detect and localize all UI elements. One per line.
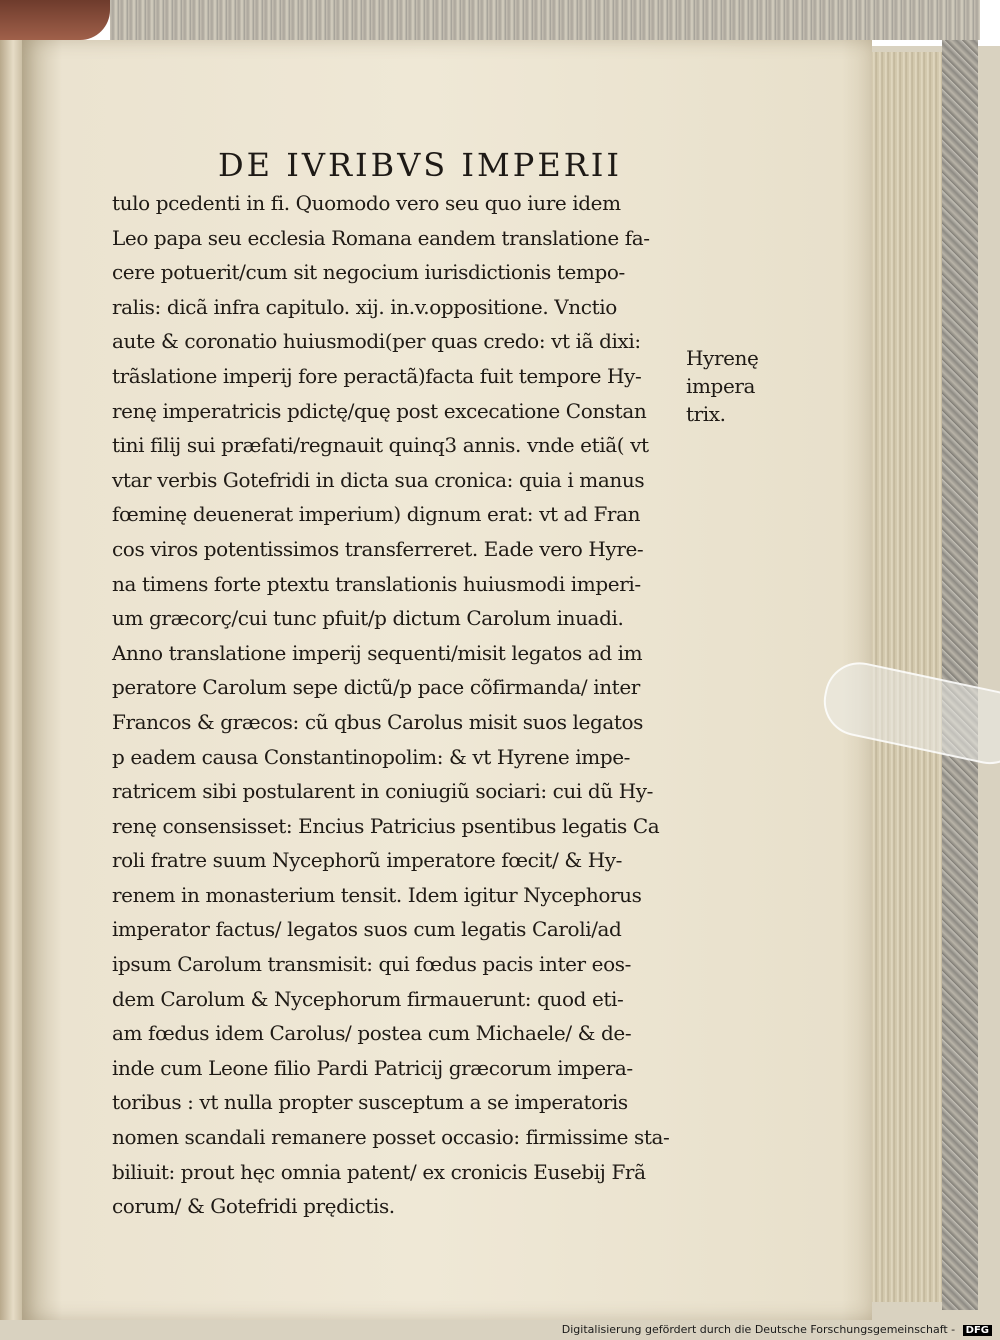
text-line: renę consensisset: Encius Patricius psentibus legatis Ca <box>112 813 660 838</box>
text-line: am fœdus idem Carolus/ postea cum Michaele/ & de- <box>112 1021 632 1046</box>
left-cover-fragment <box>0 0 110 40</box>
text-line: inde cum Leone filio Pardi Patricij græcorum impera- <box>112 1055 633 1080</box>
text-line: ralis: dicã infra capitulo. xij. in.v.oppositione. Vnctio <box>112 294 617 319</box>
text-line: na timens forte ptextu translationis huiusmodi imperi- <box>112 571 641 596</box>
text-line: peratore Carolum sepe dictũ/p pace cõfirmanda/ inter <box>112 675 640 700</box>
left-page-edge <box>0 40 22 1320</box>
running-head: DE IVRIBVS IMPERII <box>218 146 623 184</box>
text-line: tulo pcedenti in fi. Quomodo vero seu quo iure idem <box>112 191 621 215</box>
text-line: vtar verbis Gotefridi in dicta sua cronica: quia i manus <box>112 467 645 492</box>
margin-note-line: trix. <box>686 402 726 426</box>
body-text <box>112 186 682 1224</box>
text-line: renę imperatricis pdictę/quę post excecatione Constan <box>112 398 647 423</box>
text-line: toribus : vt nulla propter susceptum a se imperatoris <box>112 1090 628 1115</box>
right-cover <box>942 40 978 1310</box>
margin-note-line: Hyrenę <box>686 346 759 370</box>
text-line: Francos & græcos: cũ qbus Carolus misit suos legatos <box>112 709 644 734</box>
dfg-logo: DFG <box>963 1325 992 1336</box>
text-line: Leo papa seu ecclesia Romana eandem translatione fa- <box>112 225 650 250</box>
text-line: fœminę deuenerat imperium) dignum erat: vt ad Fran <box>112 502 641 527</box>
text-line: ipsum Carolum transmisit: qui fœdus pacis inter eos- <box>112 952 631 977</box>
text-line: imperator factus/ legatos suos cum legatis Caroli/ad <box>112 917 622 942</box>
text-line: aute & coronatio huiusmodi(per quas credo: vt iã dixi: <box>112 329 641 354</box>
text-line: renem in monasterium tensit. Idem igitur Nycephorus <box>112 882 642 907</box>
margin-note <box>686 344 776 428</box>
text-line: nomen scandali remanere posset occasio: firmissime sta- <box>112 1125 670 1150</box>
text-line: corum/ & Gotefridi prędictis. <box>112 1194 395 1219</box>
text-line: trãslatione imperij fore peractã)facta fuit tempore Hy- <box>112 363 642 388</box>
text-line: biliuit: prout hęc omnia patent/ ex cronicis Eusebij Frã <box>112 1159 646 1184</box>
margin-note-line: impera <box>686 374 756 398</box>
text-line: cos viros potentissimos transferreret. Eade vero Hyre- <box>112 536 644 561</box>
text-line: tini filij sui præfati/regnauit quinq3 annis. vnde etiã( vt <box>112 433 649 458</box>
text-line: ratricem sibi postularent in coniugiũ sociari: cui dũ Hy- <box>112 779 653 804</box>
text-line: cere potuerit/cum sit negocium iurisdictionis tempo- <box>112 260 625 285</box>
text-line: um græcorç/cui tunc pfuit/p dictum Carolum inuadi. <box>112 606 624 631</box>
credit-text: Digitalisierung gefördert durch die Deutsche Forschungsgemeinschaft - <box>561 1323 956 1336</box>
text-line: Anno translatione imperij sequenti/misit legatos ad im <box>112 640 643 665</box>
digitization-credit <box>562 1323 992 1336</box>
text-line: dem Carolum & Nycephorum firmauerunt: quod eti- <box>112 986 624 1011</box>
text-line: roli fratre suum Nycephorũ imperatore fœcit/ & Hy- <box>112 848 623 873</box>
text-line: p eadem causa Constantinopolim: & vt Hyrene impe- <box>112 744 631 769</box>
book-binding-top <box>110 0 980 40</box>
